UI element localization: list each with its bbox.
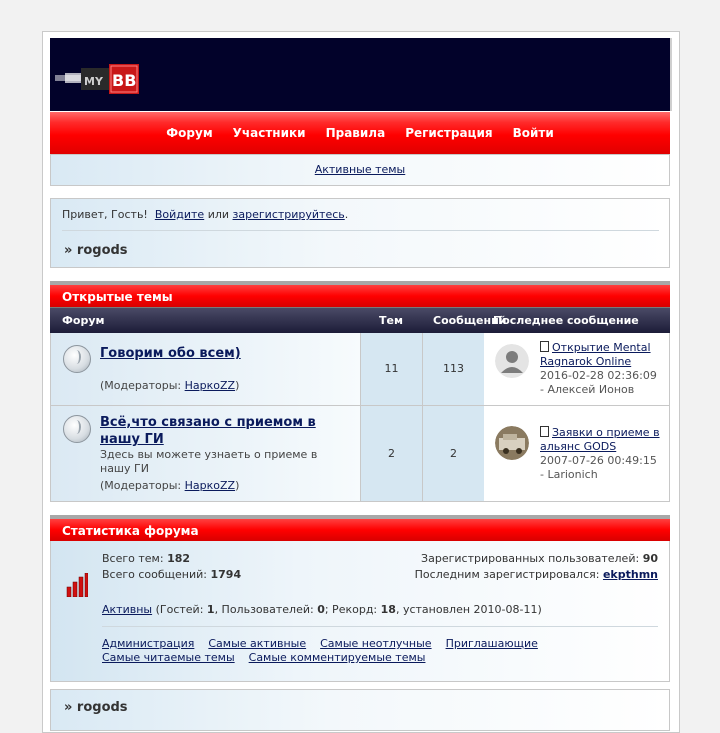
forum-category <box>50 281 670 502</box>
or-text: или <box>207 208 230 221</box>
members-label: , Пользователей: <box>214 603 314 616</box>
moderators-line <box>100 379 239 392</box>
last-topic-link[interactable]: Заявки о приеме в альянс GODS <box>540 426 660 453</box>
last-post-info <box>540 426 680 482</box>
inviters-link[interactable]: Приглашающие <box>445 637 538 650</box>
footer-breadcrumb-panel <box>50 689 670 731</box>
document-icon <box>540 341 549 352</box>
mybb-logo[interactable] <box>55 64 141 96</box>
last-topic-link[interactable]: Открытие Mental Ragnarok Online <box>540 341 651 368</box>
most-commented-topics-link[interactable]: Самые комментируемые темы <box>248 651 426 664</box>
forum-title-link[interactable]: Говорим обо всем) <box>100 346 241 361</box>
forum-description: Здесь вы можете узнаеть о приеме в нашу ГИ <box>100 448 318 475</box>
active-topics-link[interactable]: Активные темы <box>314 163 406 176</box>
totals <box>102 551 241 583</box>
col-forum: Форум <box>62 314 105 327</box>
total-topics-value: 182 <box>167 552 191 565</box>
moderators-suffix: ) <box>235 379 240 392</box>
column-header-row <box>50 307 670 333</box>
page-container <box>42 31 680 733</box>
stats-links <box>102 637 572 665</box>
welcome-line <box>62 208 348 221</box>
registered-users-label: Зарегистрированных пользователей: <box>421 552 640 565</box>
moderators-label: (Модераторы: <box>100 379 182 392</box>
last-post-author: - Larionich <box>540 468 598 481</box>
guests-value: 1 <box>206 603 215 616</box>
nav-members-link[interactable]: Участники <box>232 126 306 140</box>
user-avatar[interactable] <box>495 344 529 378</box>
main-navigation <box>50 112 670 156</box>
forum-info-cell <box>51 406 361 501</box>
moderator-link[interactable]: НаркоZZ <box>184 379 236 392</box>
user-totals <box>415 551 658 583</box>
greeting-text: Привет, Гость! <box>62 208 148 221</box>
most-active-link[interactable]: Самые активные <box>208 637 307 650</box>
last-post-cell <box>484 333 669 405</box>
divider <box>102 626 658 627</box>
login-link[interactable]: Войдите <box>154 208 205 221</box>
document-icon <box>540 426 549 437</box>
forum-status-icon <box>63 345 91 373</box>
forum-row <box>50 333 670 406</box>
stats-body <box>50 541 670 682</box>
record-date: , установлен 2010-08-11) <box>395 603 542 616</box>
site-header <box>50 38 672 111</box>
topics-count: 11 <box>361 333 423 405</box>
nav-rules-link[interactable]: Правила <box>325 126 386 140</box>
record-label: ; Рекорд: <box>324 603 378 616</box>
forum-status-icon <box>63 415 91 443</box>
col-topics: Тем <box>379 314 403 327</box>
posts-count: 113 <box>423 333 485 405</box>
last-post-date: 2016-02-28 02:36:09 <box>540 369 657 382</box>
category-title: Открытые темы <box>50 281 670 307</box>
moderators-line <box>100 479 239 492</box>
total-posts-value: 1794 <box>210 568 242 581</box>
moderators-suffix: ) <box>235 479 240 492</box>
nav-login-link[interactable]: Войти <box>512 126 554 140</box>
period-text: . <box>344 208 349 221</box>
moderator-link[interactable]: НаркоZZ <box>184 479 236 492</box>
last-post-info <box>540 341 680 397</box>
col-last-post: Последнее сообщение <box>493 314 639 327</box>
registered-users-value: 90 <box>642 552 658 565</box>
members-value: 0 <box>317 603 325 616</box>
footer-breadcrumb[interactable]: » rogods <box>64 700 128 715</box>
last-post-author: - Алексей Ионов <box>540 383 635 396</box>
user-avatar[interactable] <box>495 426 529 460</box>
col-posts: Сообщений <box>433 314 507 327</box>
most-online-link[interactable]: Самые неотлучные <box>320 637 432 650</box>
most-read-topics-link[interactable]: Самые читаемые темы <box>102 651 235 664</box>
forum-info-cell <box>51 333 361 405</box>
record-value: 18 <box>380 603 396 616</box>
last-registered-user-link[interactable]: ekpthmn <box>602 568 658 581</box>
register-link[interactable]: зарегистрируйтесь <box>232 208 345 221</box>
total-topics-label: Всего тем: <box>102 552 164 565</box>
forum-row <box>50 406 670 502</box>
statistics-chart-icon <box>66 573 88 597</box>
posts-count: 2 <box>423 406 485 501</box>
nav-forum-link[interactable]: Форум <box>166 126 213 140</box>
divider <box>62 230 659 231</box>
breadcrumb[interactable]: » rogods <box>64 243 128 258</box>
nav-register-link[interactable]: Регистрация <box>405 126 493 140</box>
stats-title: Статистика форума <box>50 515 670 541</box>
moderators-label: (Модераторы: <box>100 479 182 492</box>
forum-statistics <box>50 515 670 682</box>
last-post-cell <box>484 406 669 501</box>
welcome-panel <box>50 198 670 268</box>
forum-title-link[interactable]: Всё,что связано с приемом в нашу ГИ <box>100 415 316 447</box>
active-topics-bar <box>50 154 670 186</box>
admin-list-link[interactable]: Администрация <box>102 637 195 650</box>
total-posts-label: Всего сообщений: <box>102 568 207 581</box>
online-line <box>102 603 542 616</box>
topics-count: 2 <box>361 406 423 501</box>
svg-text:MY: MY <box>84 75 103 88</box>
guests-label: (Гостей: <box>155 603 204 616</box>
last-post-date: 2007-07-26 00:49:15 <box>540 454 657 467</box>
svg-text:BB: BB <box>112 71 137 90</box>
online-users-link[interactable]: Активны <box>102 603 153 616</box>
last-registered-label: Последним зарегистрировался: <box>414 568 600 581</box>
